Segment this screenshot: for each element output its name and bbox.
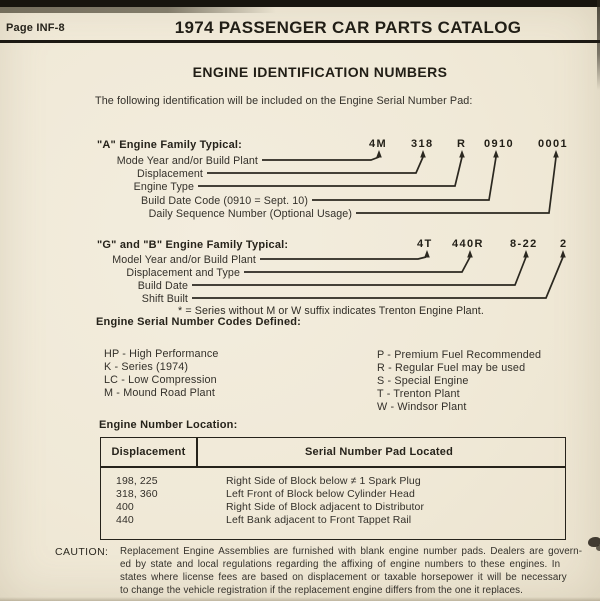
engine-family-gb-label: Displacement and Type bbox=[126, 267, 240, 279]
engine-family-a-label: Engine Type bbox=[133, 181, 194, 193]
table-cell-displacement: 198, 225 bbox=[116, 475, 158, 487]
engine-family-gb-code: 4T bbox=[417, 238, 433, 250]
engine-family-gb-heading: "G" and "B" Engine Family Typical: bbox=[97, 239, 289, 251]
table-cell-displacement: 318, 360 bbox=[116, 488, 158, 500]
code-definition: HP - High Performance bbox=[104, 348, 219, 360]
caution-line: Replacement Engine Assemblies are furnished with blank engine number pads. Dealers are govern- bbox=[120, 546, 583, 557]
engine-family-a-code: 0910 bbox=[484, 138, 515, 150]
code-definition: M - Mound Road Plant bbox=[104, 387, 216, 399]
table-cell-location: Left Front of Block below Cylinder Head bbox=[226, 488, 415, 500]
engine-family-gb-code: 8-22 bbox=[510, 238, 538, 250]
code-definition: P - Premium Fuel Recommended bbox=[377, 349, 542, 361]
engine-number-location-heading: Engine Number Location: bbox=[99, 419, 238, 431]
engine-family-a-code: 318 bbox=[411, 138, 434, 150]
intro-text: The following identification will be included on the Engine Serial Number Pad: bbox=[95, 95, 473, 107]
scan-artifact bbox=[596, 545, 600, 551]
table-header-displacement: Displacement bbox=[111, 446, 186, 458]
caution-line: states where license fees are based on displacement or taxable horsepower it will be necessary bbox=[120, 572, 567, 583]
table-cell-displacement: 440 bbox=[116, 514, 134, 526]
table-cell-location: Right Side of Block adjacent to Distributor bbox=[226, 501, 425, 513]
table-header-rule bbox=[101, 466, 565, 468]
engine-family-a-label: Mode Year and/or Build Plant bbox=[116, 155, 258, 167]
caution-line: to change the vehicle registration if the replacement engine differs from the one it replaces. bbox=[120, 585, 523, 596]
trenton-footnote: * = Series without M or W suffix indicates Trenton Engine Plant. bbox=[178, 305, 484, 317]
engine-family-a-label: Displacement bbox=[137, 168, 203, 180]
catalog-title: 1974 PASSENGER CAR PARTS CATALOG bbox=[174, 18, 522, 37]
engine-family-a-label: Build Date Code (0910 = Sept. 10) bbox=[141, 195, 308, 207]
engine-location-table bbox=[100, 437, 566, 540]
table-cell-location: Right Side of Block below ≠ 1 Spark Plug bbox=[226, 475, 421, 487]
engine-family-gb-code: 440R bbox=[452, 238, 484, 250]
code-definition: K - Series (1974) bbox=[104, 361, 189, 373]
scan-edge-top bbox=[0, 0, 600, 7]
engine-family-a-code: R bbox=[457, 138, 467, 150]
table-header-serial-pad: Serial Number Pad Located bbox=[304, 446, 454, 458]
caution-label: CAUTION: bbox=[55, 546, 109, 558]
engine-family-a-label: Daily Sequence Number (Optional Usage) bbox=[148, 208, 352, 220]
caution-line: ed by state and local regulations regarding the affixing of engine numbers to these engines. In bbox=[120, 559, 561, 570]
engine-family-gb-label: Model Year and/or Build Plant bbox=[112, 254, 256, 266]
table-cell-displacement: 400 bbox=[116, 501, 134, 513]
engine-family-a-heading: "A" Engine Family Typical: bbox=[97, 139, 243, 151]
engine-family-gb-code: 2 bbox=[560, 238, 568, 250]
engine-family-a-code: 4M bbox=[369, 138, 388, 150]
codes-defined-heading: Engine Serial Number Codes Defined: bbox=[96, 316, 302, 328]
page-number-label: Page INF-8 bbox=[6, 22, 65, 34]
code-definition: LC - Low Compression bbox=[104, 374, 217, 386]
engine-family-gb-label: Shift Built bbox=[141, 293, 188, 305]
code-definition: S - Special Engine bbox=[377, 375, 469, 387]
header-rule bbox=[0, 40, 600, 43]
code-definition: R - Regular Fuel may be used bbox=[377, 362, 526, 374]
table-cell-location: Left Bank adjacent to Front Tappet Rail bbox=[226, 514, 412, 526]
section-heading: ENGINE IDENTIFICATION NUMBERS bbox=[192, 64, 448, 80]
engine-family-gb-label: Build Date bbox=[137, 280, 188, 292]
engine-family-a-code: 0001 bbox=[538, 138, 569, 150]
code-definition: T - Trenton Plant bbox=[377, 388, 460, 400]
scan-edge-bottom bbox=[0, 597, 600, 601]
code-definition: W - Windsor Plant bbox=[377, 401, 467, 413]
table-column-divider bbox=[196, 438, 198, 466]
